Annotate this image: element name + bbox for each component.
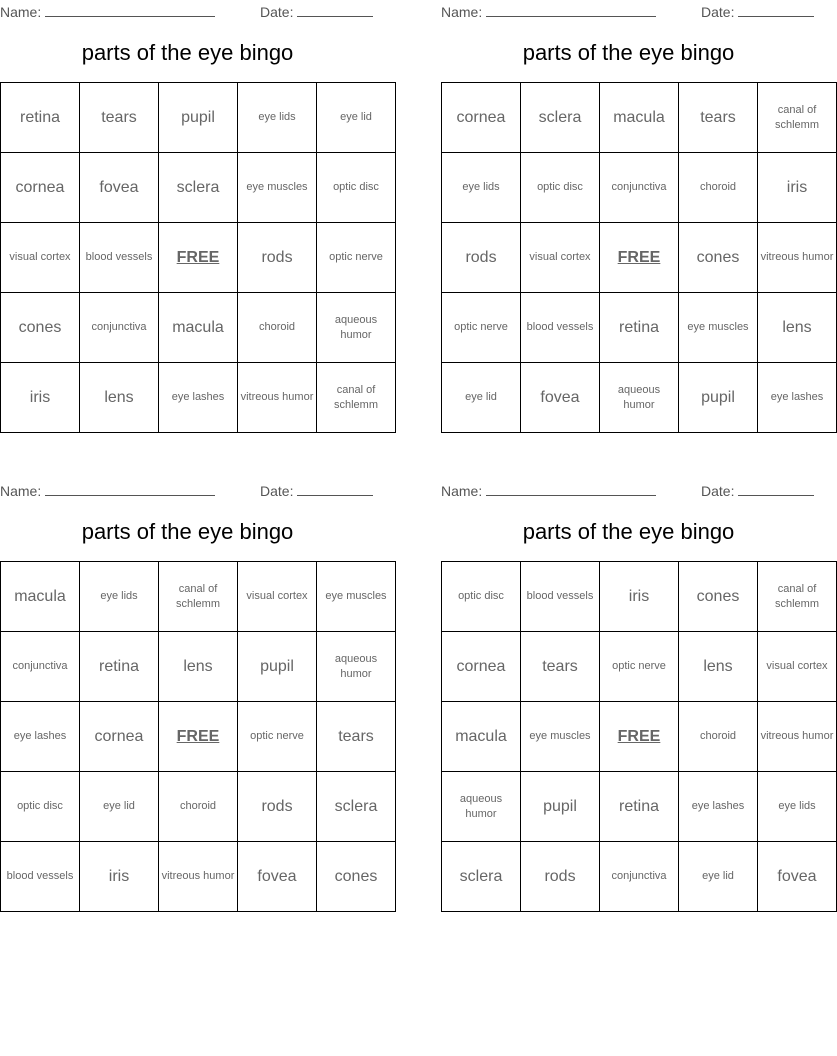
bingo-cell: eye lashes bbox=[159, 363, 238, 433]
grid-row bbox=[442, 153, 837, 223]
bingo-cell: iris bbox=[1, 363, 80, 433]
name-blank-line bbox=[486, 2, 656, 17]
bingo-cell: pupil bbox=[159, 83, 238, 153]
date-field bbox=[260, 481, 373, 499]
bingo-cell: eye lids bbox=[758, 772, 837, 842]
bingo-cell: blood vessels bbox=[521, 293, 600, 363]
bingo-cell: cones bbox=[679, 223, 758, 293]
bingo-cell: aqueous humor bbox=[442, 772, 521, 842]
bingo-cell: optic disc bbox=[442, 562, 521, 632]
grid-row bbox=[1, 293, 396, 363]
bingo-cell: macula bbox=[600, 83, 679, 153]
bingo-cell: choroid bbox=[238, 293, 317, 363]
bingo-cell: eye lid bbox=[679, 842, 758, 912]
bingo-cell: visual cortex bbox=[521, 223, 600, 293]
date-field bbox=[260, 2, 373, 20]
grid-row bbox=[442, 363, 837, 433]
bingo-cell: pupil bbox=[238, 632, 317, 702]
bingo-card-1 bbox=[0, 0, 383, 440]
name-date-row bbox=[0, 481, 375, 499]
date-label: Date: bbox=[701, 4, 735, 20]
bingo-cell: rods bbox=[442, 223, 521, 293]
bingo-cell: fovea bbox=[758, 842, 837, 912]
bingo-cell: eye lids bbox=[238, 83, 317, 153]
bingo-cell: fovea bbox=[238, 842, 317, 912]
bingo-cell: cornea bbox=[442, 83, 521, 153]
name-label: Name: bbox=[441, 483, 483, 499]
card-title: parts of the eye bingo bbox=[81, 519, 294, 544]
bingo-cell: aqueous humor bbox=[317, 632, 396, 702]
bingo-cell: macula bbox=[442, 702, 521, 772]
bingo-card-3 bbox=[0, 479, 387, 919]
bingo-cell: iris bbox=[600, 562, 679, 632]
grid-row bbox=[1, 153, 396, 223]
bingo-cell: optic disc bbox=[1, 772, 80, 842]
bingo-cell: optic nerve bbox=[238, 702, 317, 772]
bingo-cell: pupil bbox=[679, 363, 758, 433]
bingo-cell: iris bbox=[758, 153, 837, 223]
grid-row bbox=[1, 632, 396, 702]
bingo-cell: choroid bbox=[679, 702, 758, 772]
grid-row bbox=[1, 842, 396, 912]
bingo-cell: blood vessels bbox=[521, 562, 600, 632]
name-label: Name: bbox=[0, 483, 42, 499]
bingo-cell: optic disc bbox=[521, 153, 600, 223]
bingo-grid bbox=[0, 82, 396, 433]
bingo-cell: choroid bbox=[679, 153, 758, 223]
bingo-cell: eye lid bbox=[80, 772, 159, 842]
bingo-cell: aqueous humor bbox=[600, 363, 679, 433]
free-space-cell: FREE bbox=[600, 223, 679, 293]
bingo-cell: conjunctiva bbox=[1, 632, 80, 702]
date-blank-line bbox=[738, 481, 814, 496]
free-space-cell: FREE bbox=[159, 702, 238, 772]
card-title: parts of the eye bingo bbox=[522, 40, 735, 65]
bingo-cell: retina bbox=[600, 772, 679, 842]
bingo-cell: cornea bbox=[442, 632, 521, 702]
grid-row bbox=[442, 223, 837, 293]
bingo-cell: rods bbox=[238, 772, 317, 842]
bingo-cell: lens bbox=[159, 632, 238, 702]
bingo-cell: blood vessels bbox=[80, 223, 159, 293]
bingo-cell: lens bbox=[80, 363, 159, 433]
bingo-cell: eye muscles bbox=[679, 293, 758, 363]
name-date-row bbox=[0, 2, 375, 20]
bingo-cell: canal of schlemm bbox=[159, 562, 238, 632]
date-blank-line bbox=[297, 2, 373, 17]
bingo-cell: vitreous humor bbox=[159, 842, 238, 912]
bingo-cell: tears bbox=[80, 83, 159, 153]
date-label: Date: bbox=[701, 483, 735, 499]
date-field bbox=[701, 481, 814, 499]
name-blank-line bbox=[45, 2, 215, 17]
bingo-cell: visual cortex bbox=[238, 562, 317, 632]
bingo-cell: cornea bbox=[1, 153, 80, 223]
bingo-cell: optic disc bbox=[317, 153, 396, 223]
bingo-cell: fovea bbox=[80, 153, 159, 223]
bingo-grid bbox=[441, 82, 837, 433]
grid-row bbox=[1, 223, 396, 293]
bingo-cell: sclera bbox=[521, 83, 600, 153]
date-field bbox=[701, 2, 814, 20]
bingo-cell: sclera bbox=[159, 153, 238, 223]
name-field bbox=[0, 2, 215, 20]
bingo-card-2 bbox=[441, 0, 834, 440]
name-label: Name: bbox=[0, 4, 42, 20]
bingo-cell: eye muscles bbox=[238, 153, 317, 223]
bingo-cell: eye lids bbox=[80, 562, 159, 632]
bingo-cell: conjunctiva bbox=[600, 153, 679, 223]
bingo-cell: choroid bbox=[159, 772, 238, 842]
bingo-cell: canal of schlemm bbox=[317, 363, 396, 433]
bingo-cell: cones bbox=[317, 842, 396, 912]
bingo-cell: macula bbox=[159, 293, 238, 363]
date-blank-line bbox=[738, 2, 814, 17]
grid-row bbox=[442, 842, 837, 912]
bingo-cell: canal of schlemm bbox=[758, 83, 837, 153]
bingo-cell: visual cortex bbox=[758, 632, 837, 702]
bingo-cell: pupil bbox=[521, 772, 600, 842]
bingo-cell: vitreous humor bbox=[758, 702, 837, 772]
bingo-cell: lens bbox=[758, 293, 837, 363]
bingo-cell: tears bbox=[679, 83, 758, 153]
name-field bbox=[441, 2, 656, 20]
bingo-cell: optic nerve bbox=[600, 632, 679, 702]
name-field bbox=[441, 481, 656, 499]
date-label: Date: bbox=[260, 483, 294, 499]
bingo-cell: cones bbox=[1, 293, 80, 363]
bingo-cell: optic nerve bbox=[442, 293, 521, 363]
bingo-cell: cornea bbox=[80, 702, 159, 772]
bingo-cell: aqueous humor bbox=[317, 293, 396, 363]
bingo-cell: cones bbox=[679, 562, 758, 632]
bingo-cell: vitreous humor bbox=[238, 363, 317, 433]
bingo-cell: rods bbox=[238, 223, 317, 293]
grid-row bbox=[442, 562, 837, 632]
bingo-cell: retina bbox=[1, 83, 80, 153]
grid-row bbox=[1, 363, 396, 433]
card-title: parts of the eye bingo bbox=[522, 519, 735, 544]
free-space-cell: FREE bbox=[600, 702, 679, 772]
bingo-card-4 bbox=[441, 479, 834, 919]
bingo-cell: lens bbox=[679, 632, 758, 702]
free-space-cell: FREE bbox=[159, 223, 238, 293]
bingo-cell: eye lid bbox=[317, 83, 396, 153]
bingo-cell: sclera bbox=[317, 772, 396, 842]
name-label: Name: bbox=[441, 4, 483, 20]
grid-row bbox=[1, 772, 396, 842]
bingo-grid bbox=[0, 561, 396, 912]
bingo-cell: macula bbox=[1, 562, 80, 632]
bingo-cell: eye lashes bbox=[679, 772, 758, 842]
grid-row bbox=[442, 632, 837, 702]
bingo-cell: conjunctiva bbox=[80, 293, 159, 363]
bingo-cell: iris bbox=[80, 842, 159, 912]
bingo-cell: eye lashes bbox=[1, 702, 80, 772]
bingo-cell: eye lashes bbox=[758, 363, 837, 433]
bingo-cell: rods bbox=[521, 842, 600, 912]
grid-row bbox=[1, 562, 396, 632]
bingo-cell: conjunctiva bbox=[600, 842, 679, 912]
bingo-cell: eye muscles bbox=[521, 702, 600, 772]
grid-row bbox=[442, 293, 837, 363]
bingo-cell: retina bbox=[600, 293, 679, 363]
card-title: parts of the eye bingo bbox=[81, 40, 294, 65]
date-label: Date: bbox=[260, 4, 294, 20]
grid-row bbox=[1, 702, 396, 772]
bingo-cell: blood vessels bbox=[1, 842, 80, 912]
name-blank-line bbox=[486, 481, 656, 496]
bingo-cell: eye lid bbox=[442, 363, 521, 433]
bingo-cell: eye muscles bbox=[317, 562, 396, 632]
bingo-grid bbox=[441, 561, 837, 912]
bingo-cell: fovea bbox=[521, 363, 600, 433]
bingo-cell: optic nerve bbox=[317, 223, 396, 293]
bingo-cell: eye lids bbox=[442, 153, 521, 223]
bingo-cell: retina bbox=[80, 632, 159, 702]
grid-row bbox=[442, 772, 837, 842]
name-date-row bbox=[441, 2, 816, 20]
name-date-row bbox=[441, 481, 816, 499]
grid-row bbox=[442, 83, 837, 153]
bingo-cell: visual cortex bbox=[1, 223, 80, 293]
bingo-cell: sclera bbox=[442, 842, 521, 912]
bingo-cell: tears bbox=[521, 632, 600, 702]
bingo-cell: vitreous humor bbox=[758, 223, 837, 293]
name-field bbox=[0, 481, 215, 499]
date-blank-line bbox=[297, 481, 373, 496]
grid-row bbox=[442, 702, 837, 772]
name-blank-line bbox=[45, 481, 215, 496]
bingo-cell: tears bbox=[317, 702, 396, 772]
bingo-cell: canal of schlemm bbox=[758, 562, 837, 632]
grid-row bbox=[1, 83, 396, 153]
